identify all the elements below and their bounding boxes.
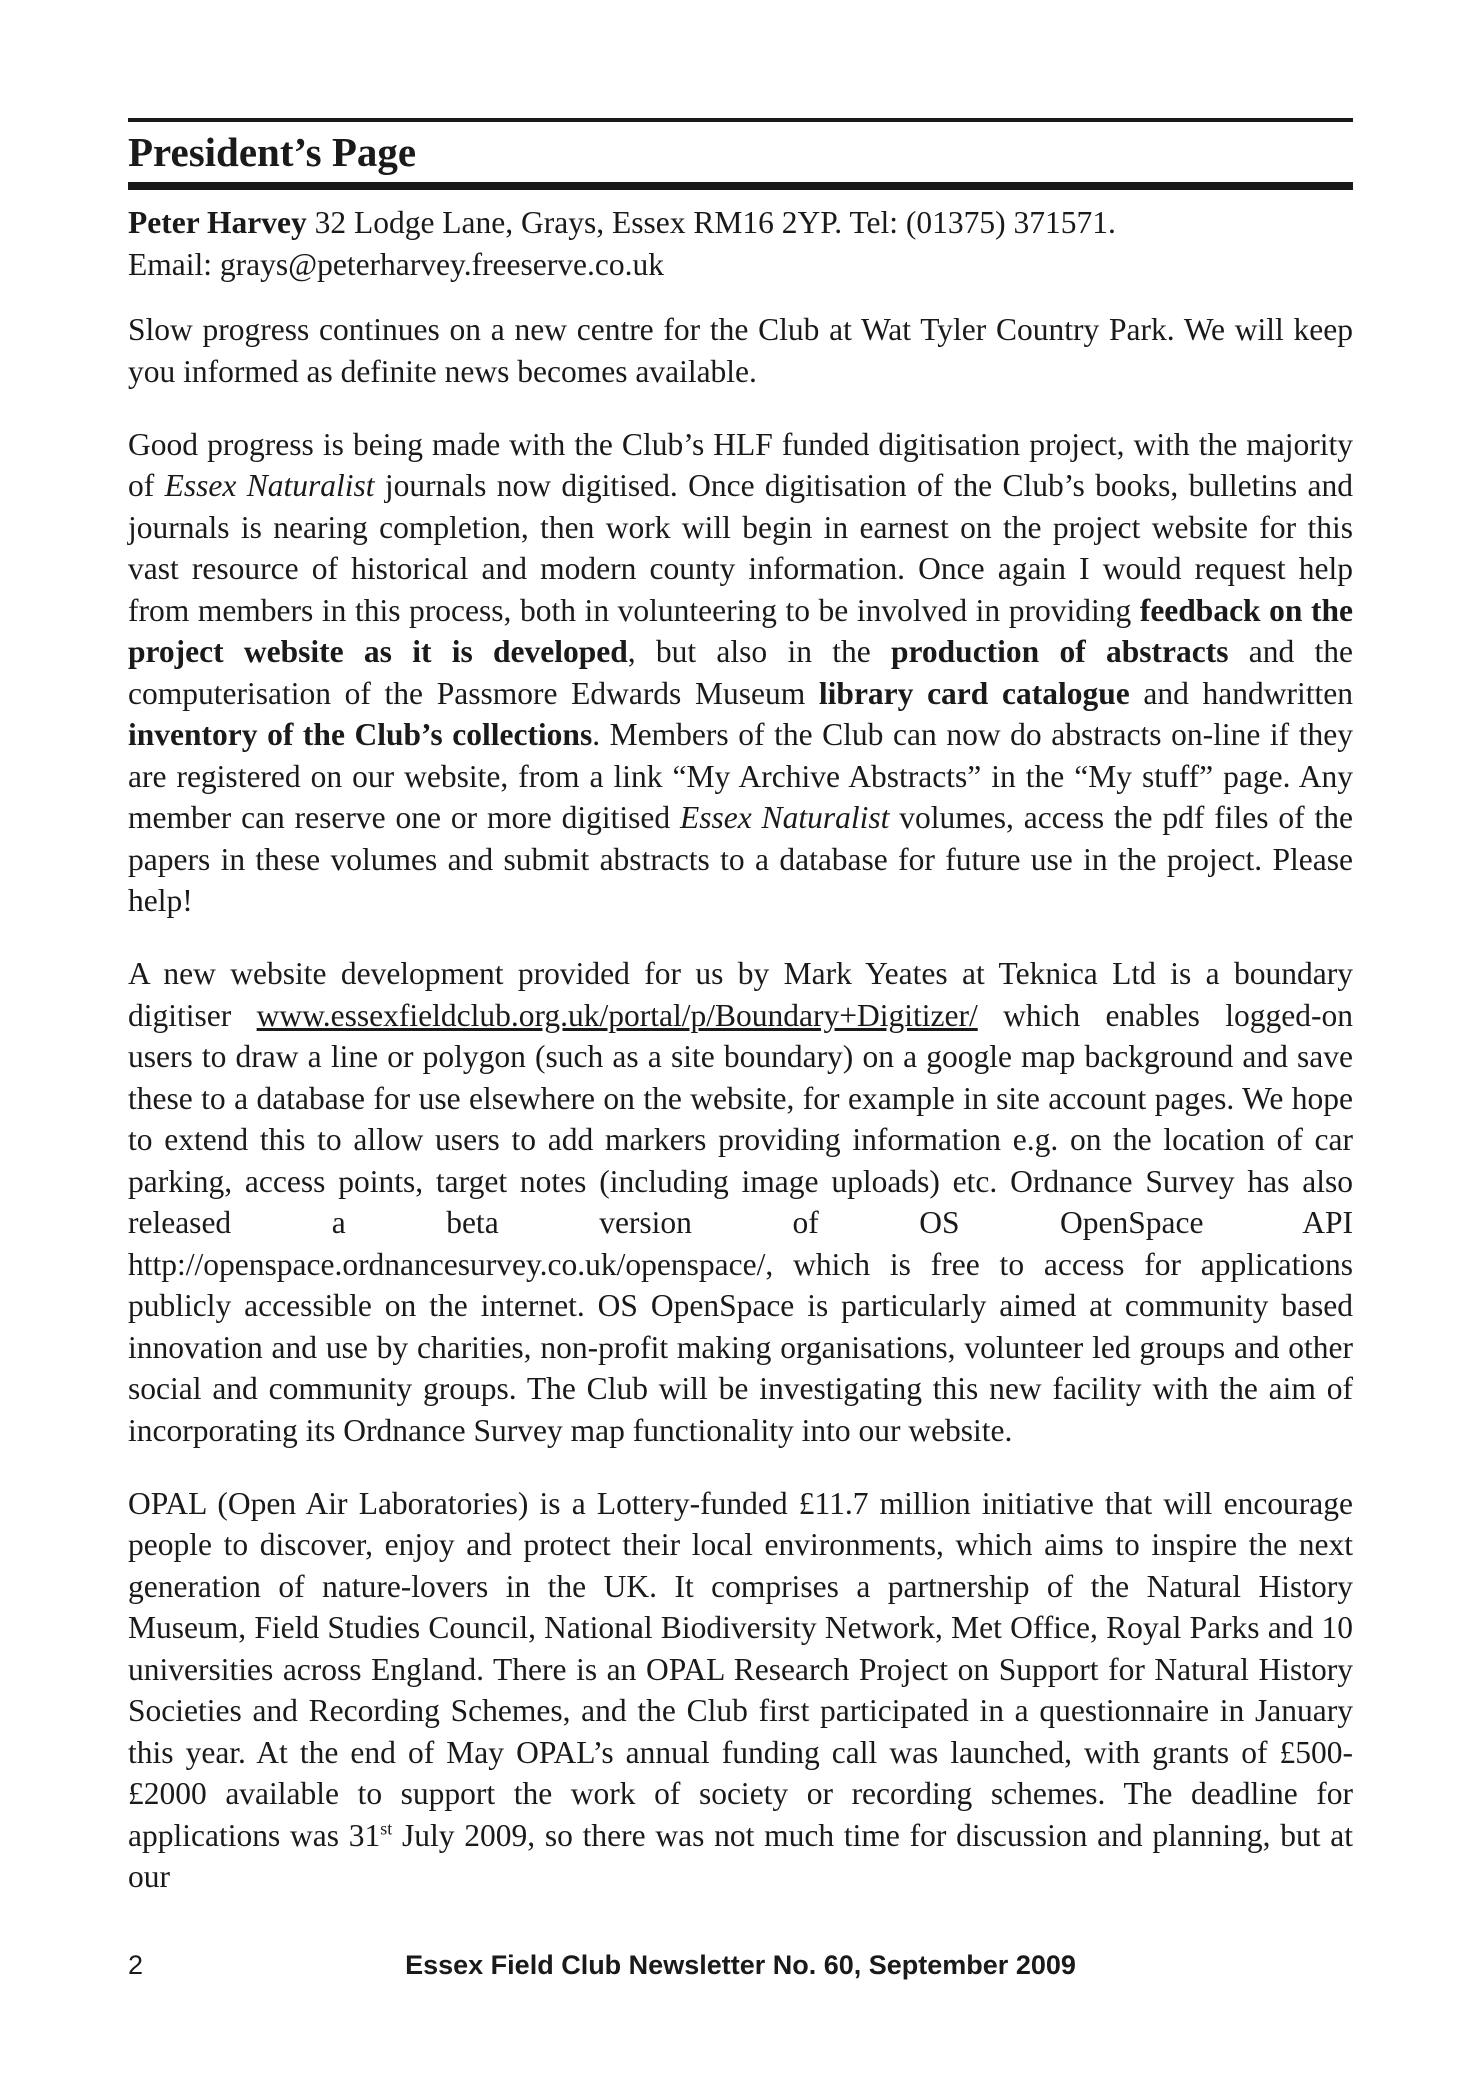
- text-run: , but also in the: [627, 634, 891, 669]
- emphasis-inventory: inventory of the Club’s collections: [128, 717, 593, 752]
- boundary-digitizer-link[interactable]: www.essexfieldclub.org.uk/portal/p/Boundary+Digitizer/: [256, 997, 978, 1033]
- page-number: 2: [128, 1950, 144, 1980]
- text-run: which enables logged-on users to draw a line or polygon (such as a site boundary) on a google map background and save these to a database for use elsewhere on the website, for example in site account pages. We hope to extend this to allow users to add markers providing information e.g. on the location of car parking, access points, target notes (including image uploads) etc. Ordnance Survey has also released a beta version of OS OpenSpace API http://openspace.ordnancesurvey.co.uk/openspace/, which is free to access for applications publicly accessible on the internet. OS OpenSpace is particularly aimed at community based innovation and use by charities, non-profit making organisations, volunteer led groups and other social and community groups. The Club will be investigating this new facility with the aim of incorporating its Ordnance Survey map functionality into our website.: [128, 997, 1353, 1448]
- emphasis-feedback: feedback on the project website as it is developed: [128, 592, 1353, 669]
- text-run: . Members of the Club can now do abstracts on-line if they are registered on our website, from a link “My Archive Abstracts” in the “My stuff” page. Any member can reserve one or more digitised: [128, 717, 1353, 835]
- text-run: volumes, access the pdf files of the papers in these volumes and submit abstracts to a database for future use in the project. Please help!: [128, 800, 1353, 918]
- page-title: President’s Page: [128, 129, 417, 175]
- text-run: Good progress is being made with the Club’s HLF funded digitisation project, with the majority of: [128, 426, 1353, 503]
- heading-top-rule: [128, 118, 1353, 122]
- emphasis-catalogue: library card catalogue: [818, 675, 1130, 711]
- paragraph-opal: [128, 1483, 1353, 1898]
- ordinal-suffix: st: [380, 1818, 393, 1838]
- newsletter-title: Essex Field Club Newsletter No. 60, September 2009: [405, 1950, 1076, 1980]
- text-run: and handwritten: [1129, 675, 1353, 711]
- text-run: A new website development provided for us by Mark Yeates at Teknica Ltd is a boundary digitiser: [128, 956, 1353, 1033]
- newsletter-page: [128, 118, 1353, 1929]
- author-email: Email: grays@peterharvey.freeserve.co.uk: [128, 246, 664, 282]
- paragraph-new-centre: Slow progress continues on a new centre for the Club at Wat Tyler Country Park. We will keep you informed as definite news becomes available.: [128, 312, 1353, 389]
- journal-title: Essex Naturalist: [164, 468, 375, 503]
- author-address: 32 Lodge Lane, Grays, Essex RM16 2YP. Tel: (01375) 371571.: [306, 205, 1116, 240]
- text-run: July 2009, so there was not much time for discussion and planning, but at our: [128, 1817, 1353, 1894]
- text-run: and the computerisation of the Passmore Edwards Museum: [128, 634, 1353, 711]
- emphasis-abstracts: production of abstracts: [890, 634, 1229, 669]
- page-footer: [128, 1945, 1353, 1985]
- contact-block: [128, 202, 1353, 285]
- paragraph-boundary-digitiser: [128, 953, 1353, 1451]
- paragraph-digitisation: [128, 424, 1353, 922]
- heading-bottom-rule: [128, 182, 1353, 190]
- text-run: OPAL (Open Air Laboratories) is a Lottery-funded £11.7 million initiative that will encourage people to discover, enjoy and protect their local environments, which aims to inspire the next generation of nature-lovers in the UK. It comprises a partnership of the Natural History Museum, Field Studies Council, National Biodiversity Network, Met Office, Royal Parks and 10 universities across England. There is an OPAL Research Project on Support for Natural History Societies and Recording Schemes, and the Club first participated in a questionnaire in January this year. At the end of May OPAL’s annual funding call was launched, with grants of £500-£2000 available to support the work of society or recording schemes. The deadline for applications was 31: [128, 1485, 1353, 1853]
- author-name: Peter Harvey: [128, 205, 307, 240]
- text-run: journals now digitised. Once digitisation of the Club’s books, bulletins and journals is nearing completion, then work will begin in earnest on the project website for this vast resource of historical and modern county information. Once again I would request help from members in this process, both in volunteering to be involved in providing: [128, 468, 1354, 628]
- journal-title: Essex Naturalist: [679, 800, 890, 835]
- contact-address-line: [128, 202, 1353, 244]
